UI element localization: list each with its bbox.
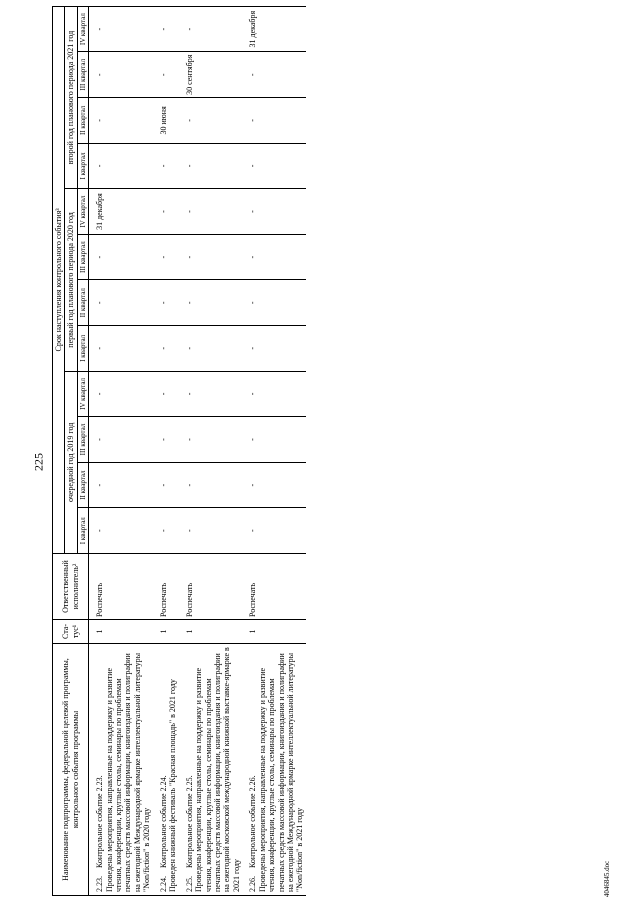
quarter-cell: - [179, 189, 243, 235]
quarter-cell: - [89, 143, 153, 189]
quarter-cell: - [242, 371, 306, 417]
quarter-cell: 31 декабря [242, 6, 306, 52]
quarter-cell: 30 сентября [179, 52, 243, 98]
status-cell: 1 [179, 620, 243, 644]
quarter-cell: - [153, 326, 179, 372]
quarter-cell: - [179, 326, 243, 372]
quarter-cell: - [89, 234, 153, 280]
event-name-cell [153, 644, 179, 896]
event-number: 2.25. [184, 876, 194, 892]
footer-filename: 4046845.doc [603, 860, 611, 898]
event-number: 2.26. [248, 876, 258, 892]
status-cell: 1 [153, 620, 179, 644]
quarter-cell: - [153, 462, 179, 508]
quarter-cell: - [242, 462, 306, 508]
event-number: 2.23. [95, 876, 105, 892]
header-name: Наименование подпрограммы, федеральной целевой программы, контрольного события программы [53, 644, 89, 896]
quarter-cell: - [179, 143, 243, 189]
header-quarter: IV квартал [77, 371, 88, 417]
table-row [153, 6, 179, 895]
quarter-cell: - [153, 143, 179, 189]
quarter-cell: - [89, 508, 153, 554]
quarter-cell: - [242, 189, 306, 235]
header-quarter: II квартал [77, 462, 88, 508]
header-quarter: IV квартал [77, 189, 88, 235]
event-title: Контрольное событие 2.25. [184, 775, 194, 868]
header-quarter: I квартал [77, 143, 88, 189]
quarter-cell: - [179, 508, 243, 554]
quarter-cell: - [153, 417, 179, 463]
header-status: Ста-тус¹ [53, 620, 89, 644]
status-cell: 1 [89, 620, 153, 644]
header-year-2020: первый год планового периода 2020 год [65, 189, 77, 371]
quarter-cell: - [179, 98, 243, 144]
responsible-cell: Роспечать [153, 554, 179, 620]
quarter-cell: - [179, 280, 243, 326]
header-quarter: II квартал [77, 98, 88, 144]
event-title: Контрольное событие 2.24. [158, 775, 168, 868]
quarter-cell: 31 декабря [89, 189, 153, 235]
event-title: Контрольное событие 2.23. [95, 775, 105, 868]
quarter-cell: - [153, 508, 179, 554]
quarter-cell: - [242, 417, 306, 463]
event-description: Проведены мероприятия, направленные на поддержку и развитие чтения, конференции, круглые столы, семинары по проблемам печатных средств массовой информации, книгоиздания и полиграфии на ежегодной Международной ярмарке интеллектуальной литературы "Non/fiction" в 2021 году [257, 652, 305, 892]
quarter-cell: - [179, 417, 243, 463]
quarter-cell: 30 июня [153, 98, 179, 144]
responsible-cell: Роспечать [89, 554, 153, 620]
quarter-cell: - [89, 98, 153, 144]
quarter-cell: - [153, 371, 179, 417]
event-title: Контрольное событие 2.26. [248, 775, 258, 868]
event-description: Проведен книжный фестиваль "Красная площадь" в 2021 году [168, 679, 178, 892]
header-year-2021: второй год планового периода 2021 год [65, 6, 77, 188]
quarter-cell: - [153, 280, 179, 326]
table-row [89, 6, 153, 895]
quarter-cell: - [179, 462, 243, 508]
event-name-cell [179, 644, 243, 896]
quarter-cell: - [89, 417, 153, 463]
page-number: 225 [31, 453, 46, 471]
event-description: Проведены мероприятия, направленные на поддержку и развитие чтения, конференции, круглые столы, семинары по проблемам печатных средств массовой информации, книгоиздания и полиграфии на ежегодной московской международной книжной выставке-ярмарке в 2021 году [194, 647, 241, 892]
quarter-cell: - [242, 280, 306, 326]
quarter-cell: - [153, 234, 179, 280]
event-number: 2.24. [158, 876, 168, 892]
quarter-cell: - [242, 98, 306, 144]
quarter-cell: - [89, 6, 153, 52]
header-quarter: I квартал [77, 508, 88, 554]
rotated-table-sheet [52, 6, 572, 896]
quarter-cell: - [242, 326, 306, 372]
quarter-cell: - [89, 371, 153, 417]
header-quarter: IV квартал [77, 6, 88, 52]
header-deadline: Срок наступления контрольного события³ [53, 6, 65, 553]
header-quarter: I квартал [77, 326, 88, 372]
header-quarter: III квартал [77, 52, 88, 98]
quarter-cell: - [89, 326, 153, 372]
table-row [179, 6, 243, 895]
event-name-cell [89, 644, 153, 896]
status-cell: 1 [242, 620, 306, 644]
quarter-cell: - [153, 189, 179, 235]
header-year-2019: очередной год 2019 год [65, 371, 77, 553]
quarter-cell: - [242, 52, 306, 98]
event-name-cell [242, 644, 306, 896]
quarter-cell: - [89, 280, 153, 326]
quarter-cell: - [153, 52, 179, 98]
quarter-cell: - [89, 52, 153, 98]
responsible-cell: Роспечать [179, 554, 243, 620]
header-responsible: Ответственный исполнитель² [53, 554, 89, 620]
quarter-cell: - [153, 6, 179, 52]
quarter-cell: - [179, 371, 243, 417]
header-quarter: II квартал [77, 280, 88, 326]
table-row [242, 6, 306, 895]
responsible-cell: Роспечать [242, 554, 306, 620]
event-description: Проведены мероприятия, направленные на поддержку и развитие чтения, конференции, круглые столы, семинары по проблемам печатных средств массовой информации, книгоиздания и полиграфии на ежегодной Международной ярмарке интеллектуальной литературы "Non/fiction" в 2020 году [104, 652, 152, 892]
quarter-cell: - [242, 234, 306, 280]
quarter-cell: - [242, 508, 306, 554]
quarter-cell: - [179, 6, 243, 52]
quarter-cell: - [89, 462, 153, 508]
quarter-cell: - [179, 234, 243, 280]
header-quarter: III квартал [77, 417, 88, 463]
header-quarter: III квартал [77, 234, 88, 280]
quarter-cell: - [242, 143, 306, 189]
control-events-table [52, 6, 306, 896]
